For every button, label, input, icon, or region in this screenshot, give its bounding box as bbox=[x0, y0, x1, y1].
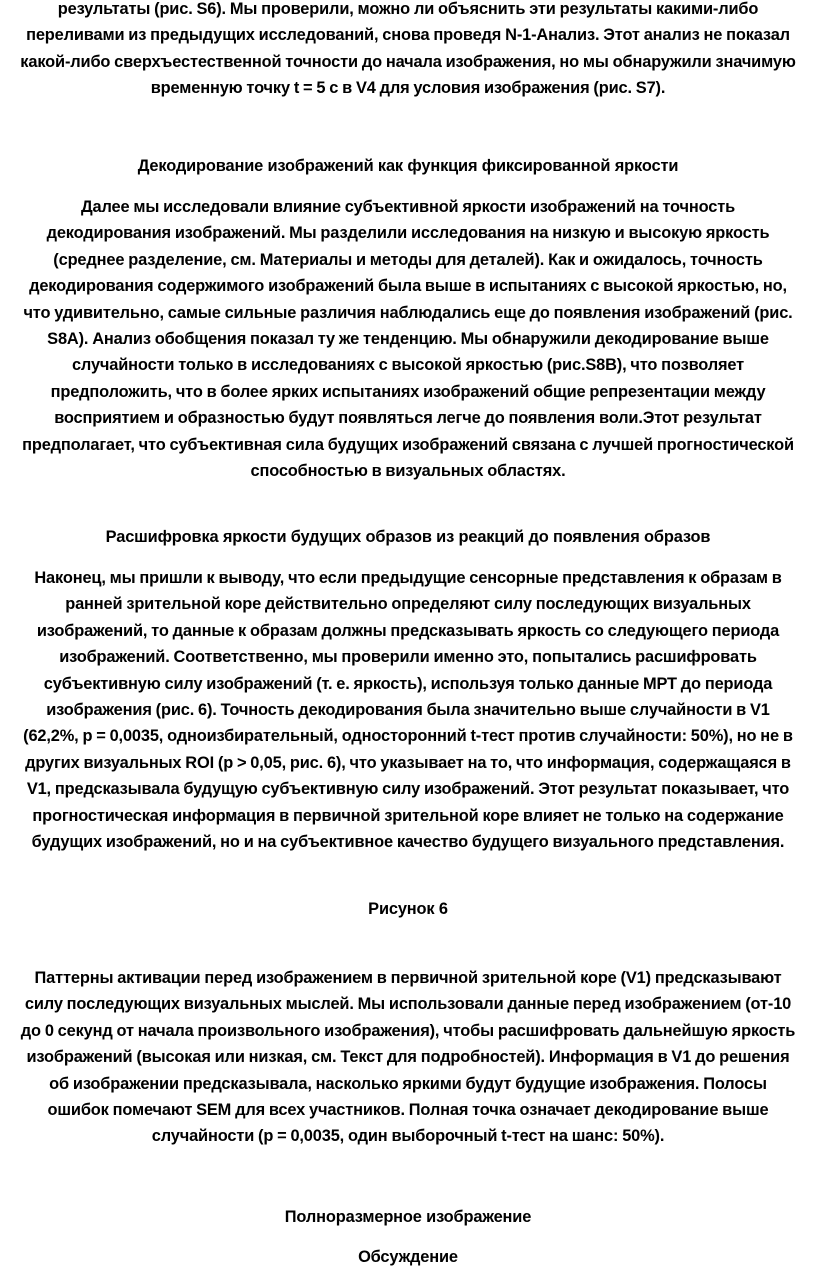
paragraph-vividness-decoding bbox=[0, 194, 816, 484]
text-line: случайности (p = 0,0035, один выборочный t-тест на шанс: 50%). bbox=[151, 1127, 665, 1146]
text-line: будущих изображений, но и на субъективное качество будущего визуального представления. bbox=[31, 832, 785, 851]
text-line: Наконец, мы пришли к выводу, что если предыдущие сенсорные представления к образам в bbox=[34, 569, 782, 587]
text-line: (62,2%, p = 0,0035, одноизбирательный, односторонний t-тест против случайности: 50%), но не в bbox=[23, 727, 793, 746]
paragraph-results-continuation bbox=[0, 0, 816, 102]
text-line: об изображении предсказывала, насколько яркими будут будущие изображения. Полосы bbox=[49, 1074, 767, 1093]
figure-label: Рисунок 6 bbox=[368, 900, 448, 918]
text-line: изображения (рис. 6). Точность декодирования была значительно выше случайности в V1 bbox=[46, 700, 770, 719]
text-line: до 0 секунд от начала произвольного изображения), чтобы расшифровать дальнейшую яркость bbox=[20, 1021, 796, 1040]
text-line: переливами из предыдущих исследований, снова проведя N-1-Анализ. Этот анализ не показал bbox=[26, 26, 790, 45]
text-line: Далее мы исследовали влияние субъективной яркости изображений на точность bbox=[81, 198, 735, 216]
text-line: силу последующих визуальных мыслей. Мы использовали данные перед изображением (от-10 bbox=[24, 995, 792, 1014]
section-heading-discussion: Обсуждение bbox=[358, 1248, 458, 1266]
text-line: изображений. Соответственно, мы проверили именно это, попытались расшифровать bbox=[59, 648, 757, 667]
text-line: декодирования изображений. Мы разделили исследования на низкую и высокую яркость bbox=[46, 224, 770, 243]
text-line: декодирования содержимого изображений была выше в испытаниях с высокой яркостью, но, bbox=[29, 277, 787, 296]
text-line: способностью в визуальных областях. bbox=[250, 461, 566, 480]
text-line: Паттерны активации перед изображением в первичной зрительной коре (V1) предсказывают bbox=[34, 969, 782, 987]
section-heading-future-vividness: Расшифровка яркости будущих образов из реакций до появления образов bbox=[105, 528, 711, 546]
text-line: что удивительно, самые сильные различия наблюдались еще до появления изображений (рис. bbox=[23, 303, 793, 322]
text-line: других визуальных ROI (p > 0,05, рис. 6), что указывает на то, что информация, содержащаяся в bbox=[25, 753, 791, 772]
text-line: ошибок помечают SEM для всех участников. Полная точка означает декодирование выше bbox=[47, 1100, 769, 1119]
text-line: временную точку t = 5 с в V4 для условия изображения (рис. S7). bbox=[150, 79, 666, 98]
text-line: изображений, то данные к образам должны предсказывать яркость со следующего периода bbox=[36, 621, 780, 640]
text-line: изображений (высокая или низкая, см. Текст для подробностей). Информация в V1 до решения bbox=[26, 1048, 790, 1067]
text-line: восприятием и образностью будут появляться легче до появления воли.Этот результат bbox=[54, 409, 762, 428]
text-line: субъективную силу изображений (т. е. яркость), используя только данные МРТ до периода bbox=[43, 674, 773, 693]
text-line: предположить, что в более ярких испытаниях изображений общие репрезентации между bbox=[50, 382, 766, 401]
text-line: какой-либо сверхъестественной точности до начала изображения, но мы обнаружили значимую bbox=[20, 52, 796, 71]
paragraph-future-vividness bbox=[0, 565, 816, 855]
full-size-image-link[interactable]: Полноразмерное изображение bbox=[284, 1208, 532, 1226]
text-line: прогностическая информация в первичной зрительной коре влияет не только на содержание bbox=[32, 806, 784, 825]
text-line: V1, предсказывала будущую субъективную силу изображений. Этот результат показывает, что bbox=[26, 780, 790, 799]
text-line: (среднее разделение, см. Материалы и методы для деталей). Как и ожидалось, точность bbox=[53, 250, 763, 269]
text-line: предполагает, что субъективная сила будущих изображений связана с лучшей прогностической bbox=[22, 435, 794, 454]
text-line: результаты (рис. S6). Мы проверили, можно ли объяснить эти результаты какими-либо bbox=[57, 0, 759, 18]
text-line: случайности только в исследованиях с высокой яркостью (рис.S8B), что позволяет bbox=[71, 356, 745, 375]
text-line: ранней зрительной коре действительно определяют силу последующих визуальных bbox=[65, 595, 751, 614]
text-line: S8A). Анализ обобщения показал ту же тенденцию. Мы обнаружили декодирование выше bbox=[47, 329, 769, 348]
section-heading-vividness-decoding: Декодирование изображений как функция фиксированной яркости bbox=[137, 157, 679, 175]
figure-caption bbox=[0, 965, 816, 1150]
